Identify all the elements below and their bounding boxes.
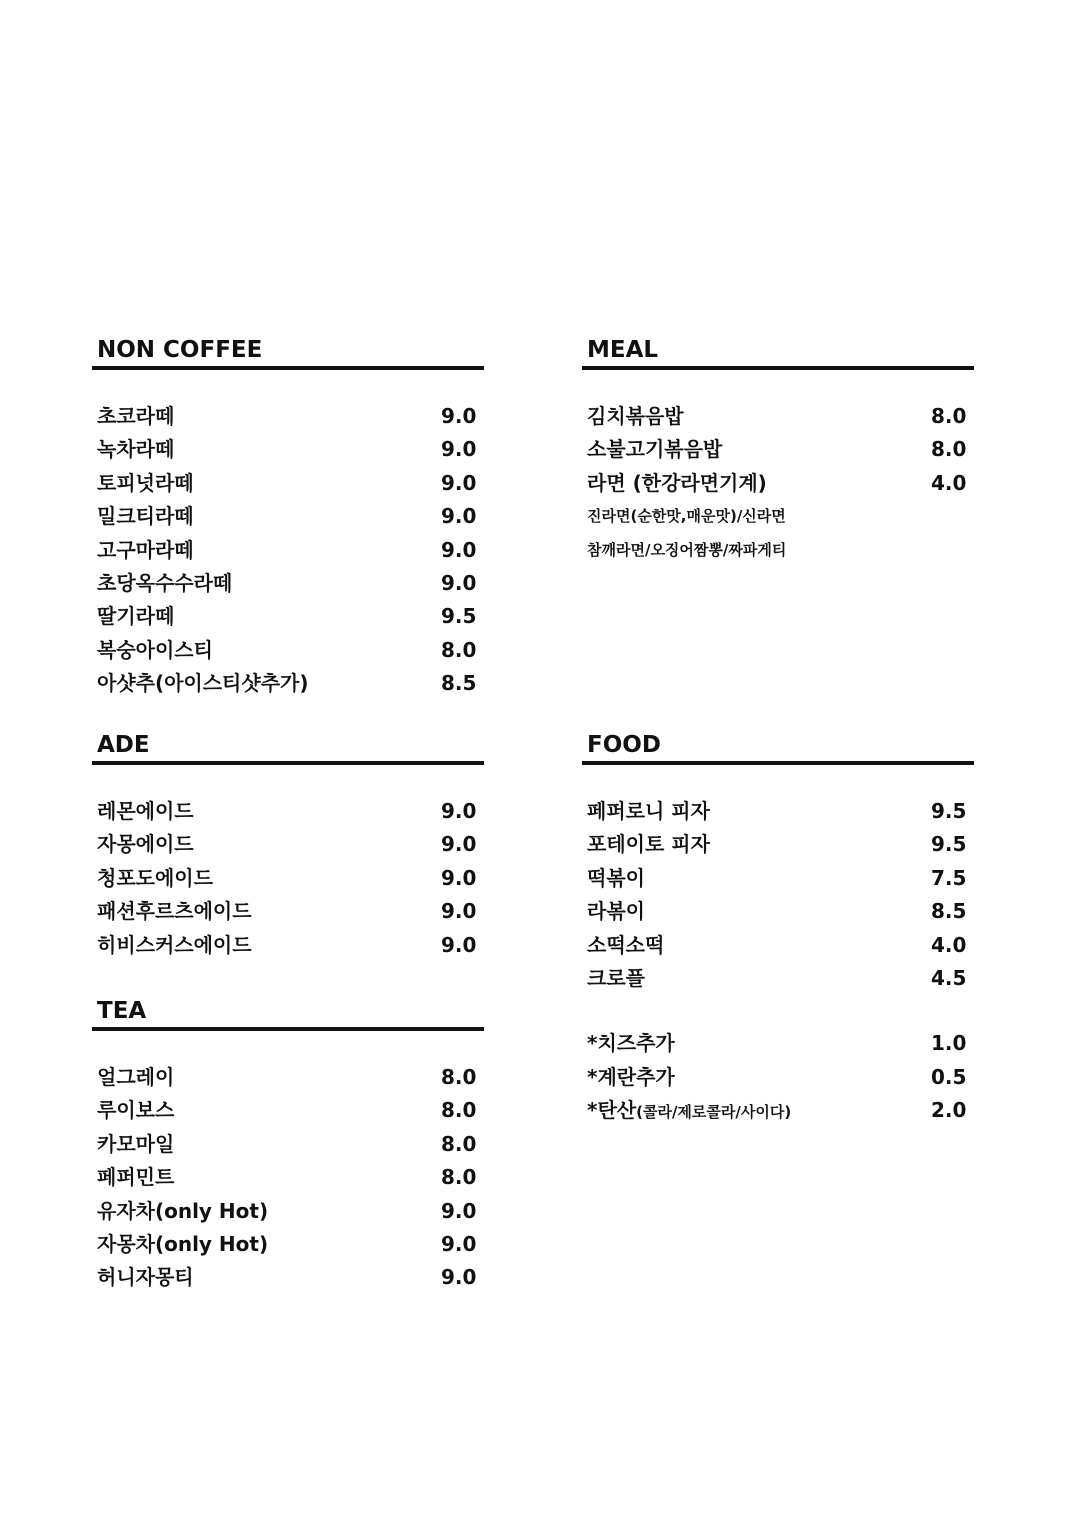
menu-item [92, 895, 484, 928]
item-price: 9.5 [441, 604, 477, 629]
item-name: 고구마라떼 [97, 537, 194, 562]
menu-item [582, 467, 974, 500]
ramen-options-note [582, 534, 974, 567]
section-title-ade: ADE [92, 731, 484, 765]
section-food [582, 731, 974, 1128]
item-price: 4.0 [931, 932, 967, 957]
menu-item [92, 400, 484, 433]
menu-item [92, 1061, 484, 1094]
section-meal [582, 336, 974, 567]
section-title-tea: TEA [92, 997, 484, 1031]
item-name: 딸기라떼 [97, 604, 175, 629]
item-price: 9.5 [931, 799, 967, 823]
menu-item [582, 828, 974, 861]
extra-price: 0.5 [931, 1064, 967, 1089]
extra-price: 2.0 [931, 1098, 967, 1123]
item-name: 밀크티라떼 [97, 504, 194, 529]
menu-item [92, 500, 484, 533]
extra-subnote: (콜라/제로콜라/사이다) [636, 1103, 792, 1122]
item-name: 소불고기볶음밥 [587, 437, 723, 462]
menu-item [92, 795, 484, 828]
menu-item [92, 1128, 484, 1161]
item-name: 김치볶음밥 [587, 404, 684, 428]
menu-item [92, 1228, 484, 1261]
menu-item [582, 795, 974, 828]
food-list [582, 795, 974, 1128]
extra-name: *탄산 [587, 1098, 637, 1123]
item-price: 9.0 [441, 1265, 477, 1290]
item-name: 페퍼민트 [97, 1165, 175, 1190]
item-name: 포테이토 피자 [587, 832, 710, 857]
menu-item [92, 433, 484, 466]
section-title-meal: MEAL [582, 336, 974, 370]
item-name: 카모마일 [97, 1131, 175, 1156]
item-price: 9.0 [441, 899, 477, 924]
item-price: 9.0 [441, 932, 477, 957]
note-text: 참깨라면/오징어짬뽕/짜파게티 [587, 540, 787, 559]
extra-name: *계란추가 [587, 1064, 675, 1089]
section-title-food: FOOD [582, 731, 974, 765]
spacer [582, 995, 974, 1027]
item-price: 8.5 [931, 899, 967, 924]
item-price: 9.0 [441, 437, 477, 462]
tea-list [92, 1061, 484, 1295]
ramen-options-note [582, 500, 974, 533]
menu-item [92, 667, 484, 700]
item-price: 8.0 [441, 1098, 477, 1123]
item-price: 8.0 [441, 1131, 477, 1156]
item-price: 8.0 [441, 1065, 477, 1089]
extra-item [582, 1061, 974, 1094]
item-name: 초당옥수수라떼 [97, 570, 233, 595]
menu-item [92, 1094, 484, 1127]
menu-item [92, 634, 484, 667]
menu-item [92, 1161, 484, 1194]
item-price: 8.0 [441, 1165, 477, 1190]
ade-list [92, 795, 484, 962]
item-price: 9.0 [441, 832, 477, 857]
item-price: 8.0 [931, 437, 967, 462]
section-tea [92, 997, 484, 1295]
menu-item [582, 962, 974, 995]
item-name: 소떡소떡 [587, 932, 665, 957]
menu-item [582, 433, 974, 466]
menu-item [92, 467, 484, 500]
item-name: 떡볶이 [587, 865, 645, 890]
menu-item [92, 862, 484, 895]
extra-price: 1.0 [931, 1031, 967, 1056]
item-name: 라면 (한강라면기계) [587, 470, 767, 495]
item-price: 9.0 [441, 1198, 477, 1223]
note-text: 진라면(순한맛,매운맛)/신라면 [587, 507, 786, 526]
item-name: 라볶이 [587, 899, 645, 924]
meal-list [582, 400, 974, 567]
item-name: 페퍼로니 피자 [587, 799, 710, 823]
item-name: 레몬에이드 [97, 799, 194, 823]
section-title-non-coffee: NON COFFEE [92, 336, 484, 370]
item-price: 8.0 [931, 404, 967, 428]
item-price: 8.5 [441, 671, 477, 696]
item-price: 4.5 [931, 965, 967, 990]
item-price: 9.0 [441, 537, 477, 562]
extra-item [582, 1027, 974, 1060]
section-ade [92, 731, 484, 962]
menu-item [92, 534, 484, 567]
menu-item [582, 400, 974, 433]
item-name: 초코라떼 [97, 404, 175, 428]
item-name: 녹차라떼 [97, 437, 175, 462]
menu-item [582, 895, 974, 928]
item-name: 토피넛라떼 [97, 470, 194, 495]
item-price: 9.0 [441, 865, 477, 890]
item-price: 9.5 [931, 832, 967, 857]
extra-item [582, 1094, 974, 1127]
item-price: 9.0 [441, 504, 477, 529]
item-name: 크로플 [587, 965, 645, 990]
item-name: 루이보스 [97, 1098, 175, 1123]
item-name: 히비스커스에이드 [97, 932, 252, 957]
menu-item [92, 567, 484, 600]
item-name: 자몽차(only Hot) [97, 1231, 269, 1256]
menu-item [582, 862, 974, 895]
item-name: 허니자몽티 [97, 1265, 194, 1290]
item-price: 9.0 [441, 1231, 477, 1256]
menu-item [92, 929, 484, 962]
item-name: 얼그레이 [97, 1065, 175, 1089]
item-price: 7.5 [931, 865, 967, 890]
item-price: 9.0 [441, 570, 477, 595]
extra-name-wrap [587, 1094, 791, 1129]
item-price: 9.0 [441, 470, 477, 495]
extra-name: *치즈추가 [587, 1031, 675, 1056]
non-coffee-list [92, 400, 484, 701]
menu-item [92, 600, 484, 633]
item-name: 복숭아이스티 [97, 637, 213, 662]
section-non-coffee [92, 336, 484, 701]
item-name: 청포도에이드 [97, 865, 213, 890]
menu-item [92, 828, 484, 861]
menu-item [92, 1195, 484, 1228]
item-price: 4.0 [931, 470, 967, 495]
item-price: 9.0 [441, 799, 477, 823]
item-name: 자몽에이드 [97, 832, 194, 857]
menu-item [92, 1261, 484, 1294]
item-price: 8.0 [441, 637, 477, 662]
item-name: 아샷추(아이스티샷추가) [97, 671, 309, 696]
item-name: 패션후르츠에이드 [97, 899, 252, 924]
item-name: 유자차(only Hot) [97, 1198, 269, 1223]
item-price: 9.0 [441, 404, 477, 428]
menu-item [582, 929, 974, 962]
